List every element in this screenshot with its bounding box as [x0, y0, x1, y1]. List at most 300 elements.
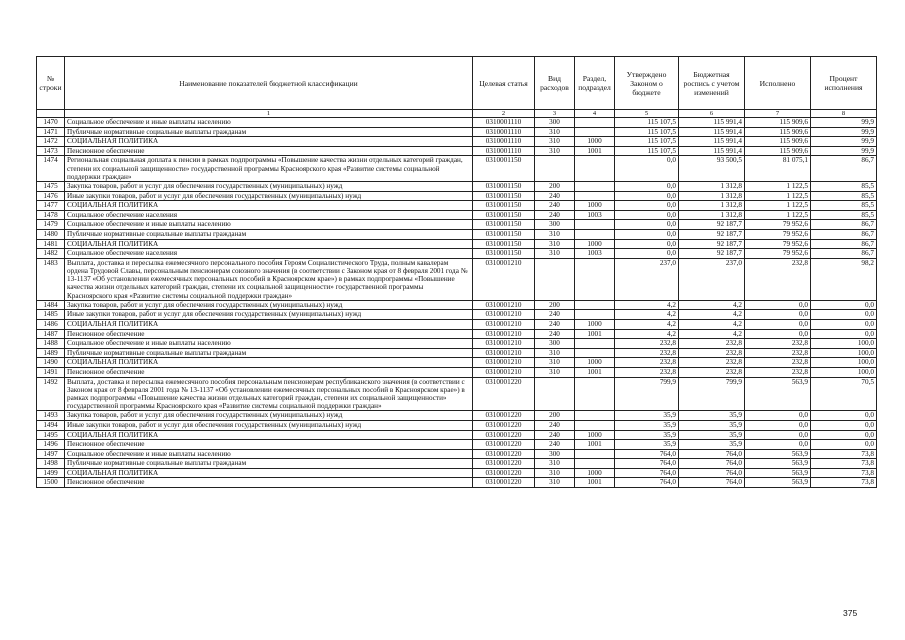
executed-cell: 232,8 — [745, 358, 811, 368]
executed-cell: 115 909,6 — [745, 146, 811, 156]
section-cell — [575, 220, 615, 230]
executed-cell: 1 122,5 — [745, 181, 811, 191]
target-article-cell: 0310001210 — [473, 339, 535, 349]
indicator-name-cell: Закупка товаров, работ и услуг для обеспечения государственных (муниципальных) нужд — [65, 411, 473, 421]
table-row — [37, 191, 877, 201]
row-number-cell: 1495 — [37, 430, 65, 440]
row-number-cell: 1472 — [37, 137, 65, 147]
header-target: Целевая статья — [473, 57, 535, 110]
executed-cell: 79 952,6 — [745, 229, 811, 239]
budget-list-cell: 35,9 — [679, 430, 745, 440]
col-number: 2 — [473, 110, 535, 118]
expense-type-cell: 240 — [535, 201, 575, 211]
row-number-cell: 1471 — [37, 127, 65, 137]
expense-type-cell: 300 — [535, 118, 575, 128]
executed-cell: 232,8 — [745, 258, 811, 300]
page-number: 375 — [843, 608, 858, 618]
percent-cell: 86,7 — [811, 220, 877, 230]
approved-cell: 4,2 — [615, 319, 679, 329]
target-article-cell: 0310001220 — [473, 468, 535, 478]
budget-list-cell: 92 187,7 — [679, 249, 745, 259]
budget-list-cell: 92 187,7 — [679, 239, 745, 249]
expense-type-cell — [535, 156, 575, 182]
indicator-name-cell: СОЦИАЛЬНАЯ ПОЛИТИКА — [65, 201, 473, 211]
executed-cell: 79 952,6 — [745, 220, 811, 230]
expense-type-cell: 310 — [535, 459, 575, 469]
approved-cell: 4,2 — [615, 300, 679, 310]
approved-cell: 35,9 — [615, 430, 679, 440]
budget-list-cell: 232,8 — [679, 358, 745, 368]
target-article-cell: 0310001150 — [473, 191, 535, 201]
section-cell: 1001 — [575, 146, 615, 156]
section-cell — [575, 449, 615, 459]
executed-cell: 0,0 — [745, 310, 811, 320]
table-row — [37, 201, 877, 211]
executed-cell: 0,0 — [745, 329, 811, 339]
table-row — [37, 339, 877, 349]
percent-cell: 100,0 — [811, 348, 877, 358]
indicator-name-cell: Публичные нормативные социальные выплаты гражданам — [65, 127, 473, 137]
target-article-cell: 0310001210 — [473, 258, 535, 300]
target-article-cell: 0310001210 — [473, 367, 535, 377]
row-number-cell: 1491 — [37, 367, 65, 377]
section-cell — [575, 310, 615, 320]
approved-cell: 237,0 — [615, 258, 679, 300]
header-executed: Исполнено — [745, 57, 811, 110]
percent-cell: 0,0 — [811, 310, 877, 320]
target-article-cell: 0310001110 — [473, 118, 535, 128]
row-number-cell: 1482 — [37, 249, 65, 259]
indicator-name-cell: Социальное обеспечение и иные выплаты населению — [65, 449, 473, 459]
percent-cell: 100,0 — [811, 339, 877, 349]
target-article-cell: 0310001210 — [473, 300, 535, 310]
budget-list-cell: 4,2 — [679, 319, 745, 329]
table-row — [37, 430, 877, 440]
approved-cell: 232,8 — [615, 348, 679, 358]
percent-cell: 0,0 — [811, 440, 877, 450]
percent-cell: 85,5 — [811, 181, 877, 191]
row-number-cell: 1473 — [37, 146, 65, 156]
table-row — [37, 239, 877, 249]
section-cell — [575, 300, 615, 310]
percent-cell: 0,0 — [811, 319, 877, 329]
expense-type-cell: 200 — [535, 411, 575, 421]
header-approved: Утверждено Законом о бюджете — [615, 57, 679, 110]
executed-cell: 0,0 — [745, 440, 811, 450]
target-article-cell: 0310001150 — [473, 229, 535, 239]
target-article-cell: 0310001220 — [473, 478, 535, 488]
row-number-cell: 1474 — [37, 156, 65, 182]
table-row — [37, 319, 877, 329]
row-number-cell: 1485 — [37, 310, 65, 320]
percent-cell: 86,7 — [811, 229, 877, 239]
indicator-name-cell: СОЦИАЛЬНАЯ ПОЛИТИКА — [65, 430, 473, 440]
expense-type-cell: 310 — [535, 358, 575, 368]
section-cell — [575, 377, 615, 411]
executed-cell: 563,9 — [745, 478, 811, 488]
indicator-name-cell: Пенсионное обеспечение — [65, 440, 473, 450]
section-cell: 1001 — [575, 329, 615, 339]
percent-cell: 100,0 — [811, 367, 877, 377]
target-article-cell: 0310001220 — [473, 449, 535, 459]
percent-cell: 0,0 — [811, 420, 877, 430]
target-article-cell: 0310001220 — [473, 440, 535, 450]
row-number-cell: 1481 — [37, 239, 65, 249]
indicator-name-cell: СОЦИАЛЬНАЯ ПОЛИТИКА — [65, 358, 473, 368]
percent-cell: 0,0 — [811, 411, 877, 421]
approved-cell: 0,0 — [615, 156, 679, 182]
section-cell: 1000 — [575, 358, 615, 368]
indicator-name-cell: Пенсионное обеспечение — [65, 329, 473, 339]
approved-cell: 764,0 — [615, 478, 679, 488]
col-number: 3 — [535, 110, 575, 118]
executed-cell: 563,9 — [745, 459, 811, 469]
executed-cell: 232,8 — [745, 339, 811, 349]
budget-list-cell: 764,0 — [679, 449, 745, 459]
col-number: 7 — [745, 110, 811, 118]
executed-cell: 81 075,1 — [745, 156, 811, 182]
row-number-cell: 1478 — [37, 210, 65, 220]
table-row — [37, 156, 877, 182]
table-row — [37, 468, 877, 478]
approved-cell: 0,0 — [615, 181, 679, 191]
budget-list-cell: 1 312,8 — [679, 201, 745, 211]
percent-cell: 99,9 — [811, 118, 877, 128]
row-number-cell: 1470 — [37, 118, 65, 128]
approved-cell: 0,0 — [615, 249, 679, 259]
target-article-cell: 0310001150 — [473, 210, 535, 220]
col-number: 1 — [65, 110, 473, 118]
table-row — [37, 300, 877, 310]
expense-type-cell: 310 — [535, 127, 575, 137]
expense-type-cell: 300 — [535, 449, 575, 459]
section-cell: 1003 — [575, 210, 615, 220]
target-article-cell: 0310001210 — [473, 358, 535, 368]
col-number: 5 — [615, 110, 679, 118]
expense-type-cell: 310 — [535, 239, 575, 249]
percent-cell: 85,5 — [811, 191, 877, 201]
table-body — [37, 118, 877, 488]
budget-list-cell: 4,2 — [679, 310, 745, 320]
budget-sheet — [36, 56, 876, 488]
budget-list-cell: 35,9 — [679, 411, 745, 421]
indicator-name-cell: Иные закупки товаров, работ и услуг для обеспечения государственных (муниципальных) нужд — [65, 420, 473, 430]
executed-cell: 0,0 — [745, 300, 811, 310]
approved-cell: 35,9 — [615, 420, 679, 430]
row-number-cell: 1493 — [37, 411, 65, 421]
indicator-name-cell: Социальное обеспечение населения — [65, 249, 473, 259]
row-number-cell: 1498 — [37, 459, 65, 469]
section-cell — [575, 459, 615, 469]
table-row — [37, 146, 877, 156]
indicator-name-cell: Выплата, доставка и пересылка ежемесячного пособия персональным пенсионерам республиканского значения (в соответствии с Законом края от 8 февраля 2001 года № 13-1137 «Об установлении ежемесячных персональных пособий в Красноярском крае») в рамках подпрограммы «Повышение качества жизни отдельных категорий граждан, степени их социальной защищенности» государственной программы Красноярского края «Развитие системы социальной поддержки граждан» — [65, 377, 473, 411]
budget-list-cell: 1 312,8 — [679, 210, 745, 220]
approved-cell: 35,9 — [615, 440, 679, 450]
row-number-cell: 1488 — [37, 339, 65, 349]
target-article-cell: 0310001150 — [473, 249, 535, 259]
indicator-name-cell: Пенсионное обеспечение — [65, 146, 473, 156]
percent-cell: 99,9 — [811, 146, 877, 156]
budget-list-cell: 93 500,5 — [679, 156, 745, 182]
expense-type-cell: 310 — [535, 249, 575, 259]
col-number: 6 — [679, 110, 745, 118]
indicator-name-cell: СОЦИАЛЬНАЯ ПОЛИТИКА — [65, 468, 473, 478]
budget-list-cell: 115 991,4 — [679, 127, 745, 137]
target-article-cell: 0310001220 — [473, 377, 535, 411]
section-cell — [575, 181, 615, 191]
indicator-name-cell: Публичные нормативные социальные выплаты гражданам — [65, 348, 473, 358]
budget-list-cell: 799,9 — [679, 377, 745, 411]
row-number-cell: 1492 — [37, 377, 65, 411]
expense-type-cell: 240 — [535, 420, 575, 430]
header-row-no: № строки — [37, 57, 65, 110]
section-cell — [575, 156, 615, 182]
budget-list-cell: 1 312,8 — [679, 181, 745, 191]
row-number-cell: 1476 — [37, 191, 65, 201]
row-number-cell: 1496 — [37, 440, 65, 450]
header-expense-type: Вид расходов — [535, 57, 575, 110]
table-row — [37, 440, 877, 450]
expense-type-cell: 310 — [535, 478, 575, 488]
percent-cell: 85,5 — [811, 210, 877, 220]
section-cell: 1001 — [575, 478, 615, 488]
expense-type-cell: 310 — [535, 229, 575, 239]
executed-cell: 563,9 — [745, 468, 811, 478]
row-number-cell: 1499 — [37, 468, 65, 478]
section-cell — [575, 229, 615, 239]
indicator-name-cell: Региональная социальная доплата к пенсии в рамках подпрограммы «Повышение качества жизни отдельных категорий граждан, степени их социальной защищенности» государственной программы Красноярского края «Развитие системы социальной поддержки граждан» — [65, 156, 473, 182]
budget-list-cell: 115 991,4 — [679, 146, 745, 156]
target-article-cell: 0310001150 — [473, 220, 535, 230]
expense-type-cell: 310 — [535, 146, 575, 156]
percent-cell: 73,8 — [811, 468, 877, 478]
approved-cell: 764,0 — [615, 468, 679, 478]
percent-cell: 0,0 — [811, 300, 877, 310]
percent-cell: 86,7 — [811, 239, 877, 249]
target-article-cell: 0310001210 — [473, 329, 535, 339]
expense-type-cell — [535, 258, 575, 300]
approved-cell: 0,0 — [615, 210, 679, 220]
executed-cell: 563,9 — [745, 377, 811, 411]
target-article-cell: 0310001150 — [473, 239, 535, 249]
table-row — [37, 348, 877, 358]
percent-cell: 100,0 — [811, 358, 877, 368]
section-cell — [575, 339, 615, 349]
expense-type-cell: 240 — [535, 191, 575, 201]
section-cell — [575, 118, 615, 128]
percent-cell: 0,0 — [811, 430, 877, 440]
executed-cell: 563,9 — [745, 449, 811, 459]
budget-list-cell: 232,8 — [679, 367, 745, 377]
col-number: 4 — [575, 110, 615, 118]
table-row — [37, 310, 877, 320]
indicator-name-cell: Социальное обеспечение и иные выплаты населению — [65, 118, 473, 128]
approved-cell: 232,8 — [615, 367, 679, 377]
header-name: Наименование показателей бюджетной классификации — [65, 57, 473, 110]
approved-cell: 115 107,5 — [615, 118, 679, 128]
budget-list-cell: 1 312,8 — [679, 191, 745, 201]
table-row — [37, 220, 877, 230]
indicator-name-cell: Пенсионное обеспечение — [65, 367, 473, 377]
executed-cell: 1 122,5 — [745, 191, 811, 201]
expense-type-cell: 310 — [535, 367, 575, 377]
target-article-cell: 0310001150 — [473, 201, 535, 211]
budget-list-cell: 4,2 — [679, 329, 745, 339]
approved-cell: 4,2 — [615, 329, 679, 339]
target-article-cell: 0310001220 — [473, 411, 535, 421]
approved-cell: 0,0 — [615, 239, 679, 249]
row-number-cell: 1483 — [37, 258, 65, 300]
target-article-cell: 0310001220 — [473, 420, 535, 430]
section-cell — [575, 420, 615, 430]
row-number-cell: 1487 — [37, 329, 65, 339]
target-article-cell: 0310001220 — [473, 459, 535, 469]
executed-cell: 0,0 — [745, 420, 811, 430]
target-article-cell: 0310001110 — [473, 137, 535, 147]
expense-type-cell: 200 — [535, 300, 575, 310]
budget-list-cell: 764,0 — [679, 468, 745, 478]
approved-cell: 799,9 — [615, 377, 679, 411]
section-cell: 1003 — [575, 249, 615, 259]
budget-list-cell: 115 991,4 — [679, 118, 745, 128]
row-number-cell: 1480 — [37, 229, 65, 239]
percent-cell: 86,7 — [811, 249, 877, 259]
section-cell: 1000 — [575, 137, 615, 147]
executed-cell: 1 122,5 — [745, 201, 811, 211]
table-row — [37, 459, 877, 469]
target-article-cell: 0310001110 — [473, 127, 535, 137]
executed-cell: 0,0 — [745, 319, 811, 329]
indicator-name-cell: Публичные нормативные социальные выплаты гражданам — [65, 459, 473, 469]
indicator-name-cell: Закупка товаров, работ и услуг для обеспечения государственных (муниципальных) нужд — [65, 300, 473, 310]
row-number-cell: 1497 — [37, 449, 65, 459]
indicator-name-cell: Социальное обеспечение и иные выплаты населению — [65, 220, 473, 230]
approved-cell: 0,0 — [615, 220, 679, 230]
approved-cell: 35,9 — [615, 411, 679, 421]
table-row — [37, 449, 877, 459]
approved-cell: 764,0 — [615, 459, 679, 469]
percent-cell: 99,9 — [811, 137, 877, 147]
expense-type-cell: 240 — [535, 440, 575, 450]
percent-cell: 73,8 — [811, 459, 877, 469]
table-row — [37, 420, 877, 430]
header-section: Раздел, подраздел — [575, 57, 615, 110]
expense-type-cell: 240 — [535, 430, 575, 440]
approved-cell: 115 107,5 — [615, 127, 679, 137]
table-row — [37, 118, 877, 128]
target-article-cell: 0310001220 — [473, 430, 535, 440]
target-article-cell: 0310001150 — [473, 181, 535, 191]
table-header — [37, 57, 877, 118]
budget-list-cell: 35,9 — [679, 420, 745, 430]
approved-cell: 0,0 — [615, 191, 679, 201]
target-article-cell: 0310001110 — [473, 146, 535, 156]
indicator-name-cell: Социальное обеспечение населения — [65, 210, 473, 220]
indicator-name-cell: Выплата, доставка и пересылка ежемесячного персонального пособия Героям Социалистического Труда, полным кавалерам ордена Трудовой Славы, персональным пенсионерам союзного значения (в соответствии с Законом края от 8 февраля 2001 года № 13-1137 «Об установлении ежемесячных персональных пособий в Красноярском крае») в рамках подпрограммы «Повышение качества жизни отдельных категорий граждан, степени их социальной защищенности» государственной программы Красноярского края «Развитие системы социальной поддержки граждан» — [65, 258, 473, 300]
section-cell: 1000 — [575, 430, 615, 440]
executed-cell: 232,8 — [745, 348, 811, 358]
budget-list-cell: 764,0 — [679, 478, 745, 488]
budget-list-cell: 115 991,4 — [679, 137, 745, 147]
expense-type-cell: 310 — [535, 348, 575, 358]
header-percent: Процент исполнения — [811, 57, 877, 110]
section-cell — [575, 411, 615, 421]
expense-type-cell: 300 — [535, 220, 575, 230]
col-number — [37, 110, 65, 118]
approved-cell: 0,0 — [615, 229, 679, 239]
expense-type-cell: 240 — [535, 319, 575, 329]
expense-type-cell: 300 — [535, 339, 575, 349]
table-row — [37, 377, 877, 411]
section-cell: 1000 — [575, 239, 615, 249]
approved-cell: 764,0 — [615, 449, 679, 459]
indicator-name-cell: Закупка товаров, работ и услуг для обеспечения государственных (муниципальных) нужд — [65, 181, 473, 191]
executed-cell: 115 909,6 — [745, 127, 811, 137]
executed-cell: 0,0 — [745, 411, 811, 421]
expense-type-cell: 240 — [535, 210, 575, 220]
expense-type-cell: 310 — [535, 468, 575, 478]
executed-cell: 1 122,5 — [745, 210, 811, 220]
header-budget-list: Бюджетная роспись с учетом изменений — [679, 57, 745, 110]
budget-list-cell: 764,0 — [679, 459, 745, 469]
table-row — [37, 358, 877, 368]
percent-cell: 0,0 — [811, 329, 877, 339]
approved-cell: 4,2 — [615, 310, 679, 320]
budget-list-cell: 35,9 — [679, 440, 745, 450]
row-number-cell: 1484 — [37, 300, 65, 310]
approved-cell: 232,8 — [615, 358, 679, 368]
row-number-cell: 1490 — [37, 358, 65, 368]
budget-list-cell: 92 187,7 — [679, 220, 745, 230]
row-number-cell: 1494 — [37, 420, 65, 430]
expense-type-cell: 240 — [535, 329, 575, 339]
percent-cell: 73,8 — [811, 478, 877, 488]
row-number-cell: 1486 — [37, 319, 65, 329]
percent-cell: 86,7 — [811, 156, 877, 182]
indicator-name-cell: СОЦИАЛЬНАЯ ПОЛИТИКА — [65, 239, 473, 249]
approved-cell: 115 107,5 — [615, 137, 679, 147]
indicator-name-cell: СОЦИАЛЬНАЯ ПОЛИТИКА — [65, 319, 473, 329]
section-cell: 1001 — [575, 440, 615, 450]
executed-cell: 115 909,6 — [745, 137, 811, 147]
indicator-name-cell: Иные закупки товаров, работ и услуг для обеспечения государственных (муниципальных) нужд — [65, 310, 473, 320]
target-article-cell: 0310001210 — [473, 310, 535, 320]
table-row — [37, 367, 877, 377]
row-number-cell: 1477 — [37, 201, 65, 211]
col-number: 8 — [811, 110, 877, 118]
executed-cell: 232,8 — [745, 367, 811, 377]
indicator-name-cell: Публичные нормативные социальные выплаты гражданам — [65, 229, 473, 239]
row-number-cell: 1500 — [37, 478, 65, 488]
row-number-cell: 1475 — [37, 181, 65, 191]
section-cell: 1000 — [575, 319, 615, 329]
table-row — [37, 127, 877, 137]
table-row — [37, 210, 877, 220]
executed-cell: 115 909,6 — [745, 118, 811, 128]
expense-type-cell — [535, 377, 575, 411]
indicator-name-cell: Пенсионное обеспечение — [65, 478, 473, 488]
expense-type-cell: 240 — [535, 310, 575, 320]
approved-cell: 115 107,5 — [615, 146, 679, 156]
indicator-name-cell: Социальное обеспечение и иные выплаты населению — [65, 339, 473, 349]
percent-cell: 70,5 — [811, 377, 877, 411]
percent-cell: 73,8 — [811, 449, 877, 459]
executed-cell: 0,0 — [745, 430, 811, 440]
section-cell — [575, 258, 615, 300]
target-article-cell: 0310001210 — [473, 348, 535, 358]
executed-cell: 79 952,6 — [745, 239, 811, 249]
table-row — [37, 411, 877, 421]
